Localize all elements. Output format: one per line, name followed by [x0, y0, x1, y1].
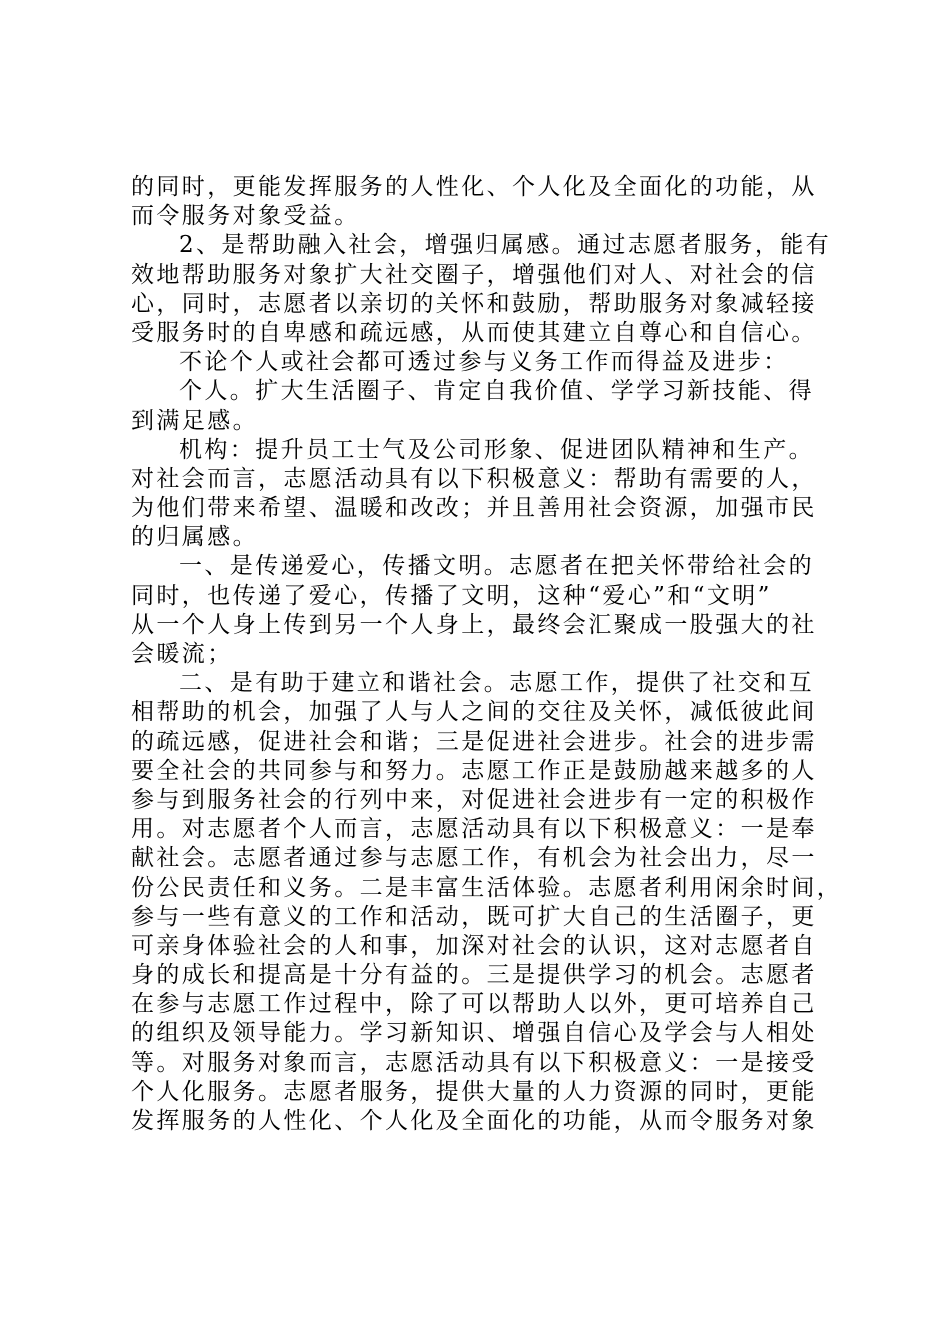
text-line: 份公民责任和义务。二是丰富生活体验。志愿者利用闲余时间， [131, 874, 843, 901]
text-line: 机构：提升员工士气及公司形象、促进团队精神和生产。 [179, 436, 814, 463]
text-line: 会暖流； [131, 641, 233, 667]
text-line: 个人化服务。志愿者服务，提供大量的人力资源的同时，更能 [131, 1078, 817, 1105]
text-line: 可亲身体验社会的人和事，加深对社会的认识，这对志愿者自 [131, 932, 817, 959]
text-line: 用。对志愿者个人而言，志愿活动具有以下积极意义：一是奉 [131, 816, 817, 843]
text-line: 不论个人或社会都可透过参与义务工作而得益及进步： [179, 349, 789, 376]
text-line: 效地帮助服务对象扩大社交圈子，增强他们对人、对社会的信 [131, 261, 817, 288]
text-line: 身的成长和提高是十分有益的。三是提供学习的机会。志愿者 [131, 962, 817, 989]
document-body [131, 173, 843, 1136]
text-line: 发挥服务的人性化、个人化及全面化的功能，从而令服务对象 [131, 1108, 817, 1134]
text-line: 要全社会的共同参与和努力。志愿工作正是鼓励越来越多的人 [131, 757, 817, 784]
text-line: 二、是有助于建立和谐社会。志愿工作，提供了社交和互 [179, 670, 814, 697]
text-line: 的疏远感，促进社会和谐；三是促进社会进步。社会的进步需 [131, 728, 817, 755]
text-line: 对社会而言，志愿活动具有以下积极意义：帮助有需要的人， [131, 465, 817, 492]
text-line: 同时，也传递了爱心，传播了文明，这种“爱心”和“文明” [131, 582, 772, 609]
text-line: 的组织及领导能力。学习新知识、增强自信心及学会与人相处 [131, 1020, 817, 1047]
text-line: 而令服务对象受益。 [131, 203, 360, 230]
text-line: 个人。扩大生活圈子、肯定自我价值、学学习新技能、得 [179, 378, 814, 405]
text-line: 2、是帮助融入社会，增强归属感。通过志愿者服务，能有 [179, 232, 832, 259]
text-line: 心，同时，志愿者以亲切的关怀和鼓励，帮助服务对象减轻接 [131, 290, 817, 317]
text-line: 的同时，更能发挥服务的人性化、个人化及全面化的功能，从 [131, 174, 817, 200]
text-line: 的归属感。 [131, 524, 258, 551]
text-line: 参与到服务社会的行列中来，对促进社会进步有一定的积极作 [131, 786, 817, 813]
text-line: 受服务时的自卑感和疏远感，从而使其建立自尊心和自信心。 [131, 319, 817, 346]
text-line: 相帮助的机会，加强了人与人之间的交往及关怀，减低彼此间 [131, 699, 817, 726]
text-line: 一、是传递爱心，传播文明。志愿者在把关怀带给社会的 [179, 553, 814, 580]
text-line: 为他们带来希望、温暖和改改；并且善用社会资源，加强市民 [131, 495, 817, 522]
text-line: 到满足感。 [131, 407, 258, 434]
text-line: 等。对服务对象而言，志愿活动具有以下积极意义：一是接受 [131, 1049, 817, 1076]
text-line: 参与一些有意义的工作和活动，既可扩大自己的生活圈子，更 [131, 903, 817, 930]
text-line: 从一个人身上传到另一个人身上，最终会汇聚成一股强大的社 [131, 611, 817, 638]
text-line: 献社会。志愿者通过参与志愿工作，有机会为社会出力，尽一 [131, 845, 817, 872]
text-line: 在参与志愿工作过程中，除了可以帮助人以外，更可培养自己 [131, 991, 817, 1018]
